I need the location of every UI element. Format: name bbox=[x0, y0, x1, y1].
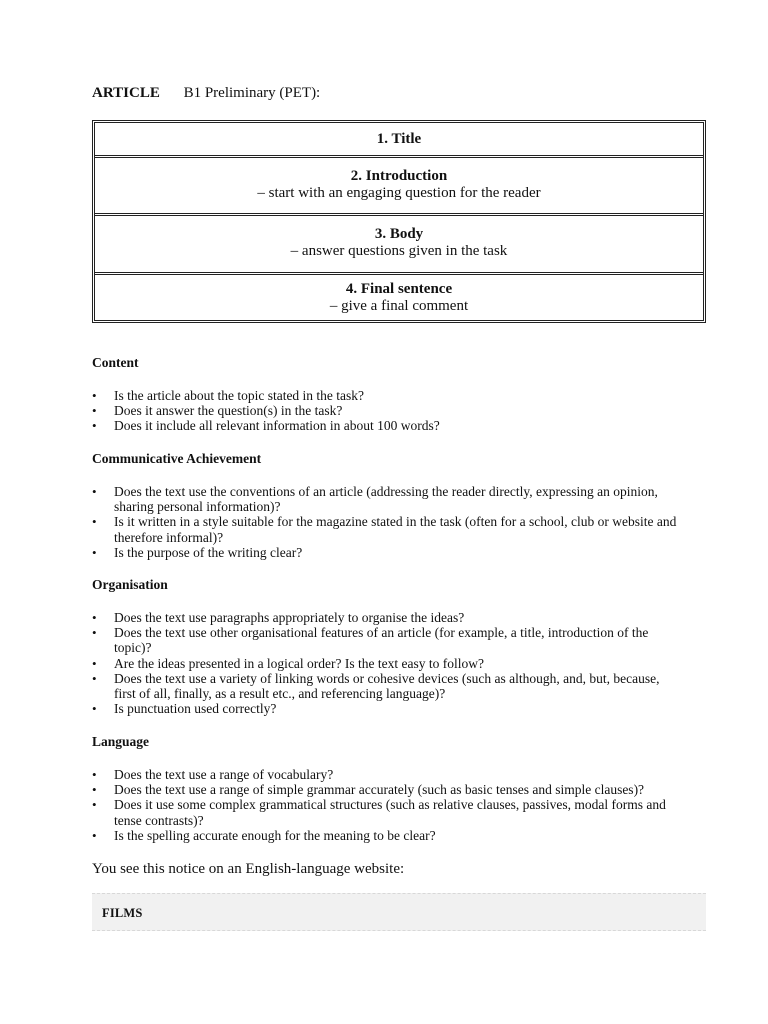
structure-row-body bbox=[95, 213, 703, 272]
structure-row-heading: 2. Introduction bbox=[350, 168, 448, 184]
structure-row-final-sentence bbox=[95, 272, 703, 320]
list-item: • Does it use some complex grammatical structures (such as relative clauses, passives, modal forms and tense contrasts)? bbox=[92, 797, 682, 827]
content-criteria-list bbox=[92, 388, 682, 434]
notice-intro-text: You see this notice on an English-language website: bbox=[92, 861, 405, 877]
section-title-language: Language bbox=[92, 734, 150, 749]
list-item: • Does it include all relevant information in about 100 words? bbox=[92, 418, 682, 433]
notice-box bbox=[92, 893, 706, 931]
structure-row-heading: 1. Title bbox=[376, 131, 422, 147]
list-item: • Does it answer the question(s) in the task? bbox=[92, 403, 682, 418]
list-item: • Does the text use the conventions of an article (addressing the reader directly, expressing an opinion, sharing personal information)? bbox=[92, 484, 682, 514]
list-item: • Does the text use paragraphs appropriately to organise the ideas? bbox=[92, 610, 682, 625]
list-item: • Is punctuation used correctly? bbox=[92, 701, 682, 716]
section-title-organisation: Organisation bbox=[92, 577, 168, 592]
list-item: • Is the purpose of the writing clear? bbox=[92, 545, 682, 560]
language-criteria-list bbox=[92, 767, 682, 843]
structure-row-introduction bbox=[95, 155, 703, 213]
notice-title: FILMS bbox=[102, 906, 143, 920]
structure-row-note: – answer questions given in the task bbox=[290, 243, 508, 259]
structure-row-heading: 3. Body bbox=[374, 226, 424, 242]
list-item: • Is it written in a style suitable for the magazine stated in the task (often for a school, club or website and therefore informal)? bbox=[92, 514, 682, 544]
list-item: • Is the spelling accurate enough for the meaning to be clear? bbox=[92, 828, 682, 843]
organisation-criteria-list bbox=[92, 610, 682, 716]
article-structure-table bbox=[92, 120, 706, 323]
list-item: • Does the text use other organisational features of an article (for example, a title, introduction of the topic)? bbox=[92, 625, 682, 655]
structure-row-note: – give a final comment bbox=[329, 298, 469, 314]
list-item: • Is the article about the topic stated in the task? bbox=[92, 388, 682, 403]
communicative-criteria-list bbox=[92, 484, 682, 560]
structure-row-note: – start with an engaging question for the reader bbox=[257, 185, 541, 201]
list-item: • Does the text use a variety of linking words or cohesive devices (such as although, and, but, because, first of all, finally, as a result etc., and referencing language)? bbox=[92, 671, 682, 701]
page-heading bbox=[92, 85, 320, 102]
list-item: • Does the text use a range of simple grammar accurately (such as basic tenses and simple clauses)? bbox=[92, 782, 682, 797]
heading-label: ARTICLE bbox=[92, 85, 160, 101]
section-title-content: Content bbox=[92, 355, 139, 370]
list-item: • Does the text use a range of vocabulary? bbox=[92, 767, 682, 782]
structure-row-heading: 4. Final sentence bbox=[345, 281, 453, 297]
heading-exam: B1 Preliminary (PET): bbox=[183, 85, 321, 101]
list-item: • Are the ideas presented in a logical order? Is the text easy to follow? bbox=[92, 656, 682, 671]
section-title-communicative: Communicative Achievement bbox=[92, 451, 262, 466]
structure-row-title bbox=[95, 123, 703, 155]
